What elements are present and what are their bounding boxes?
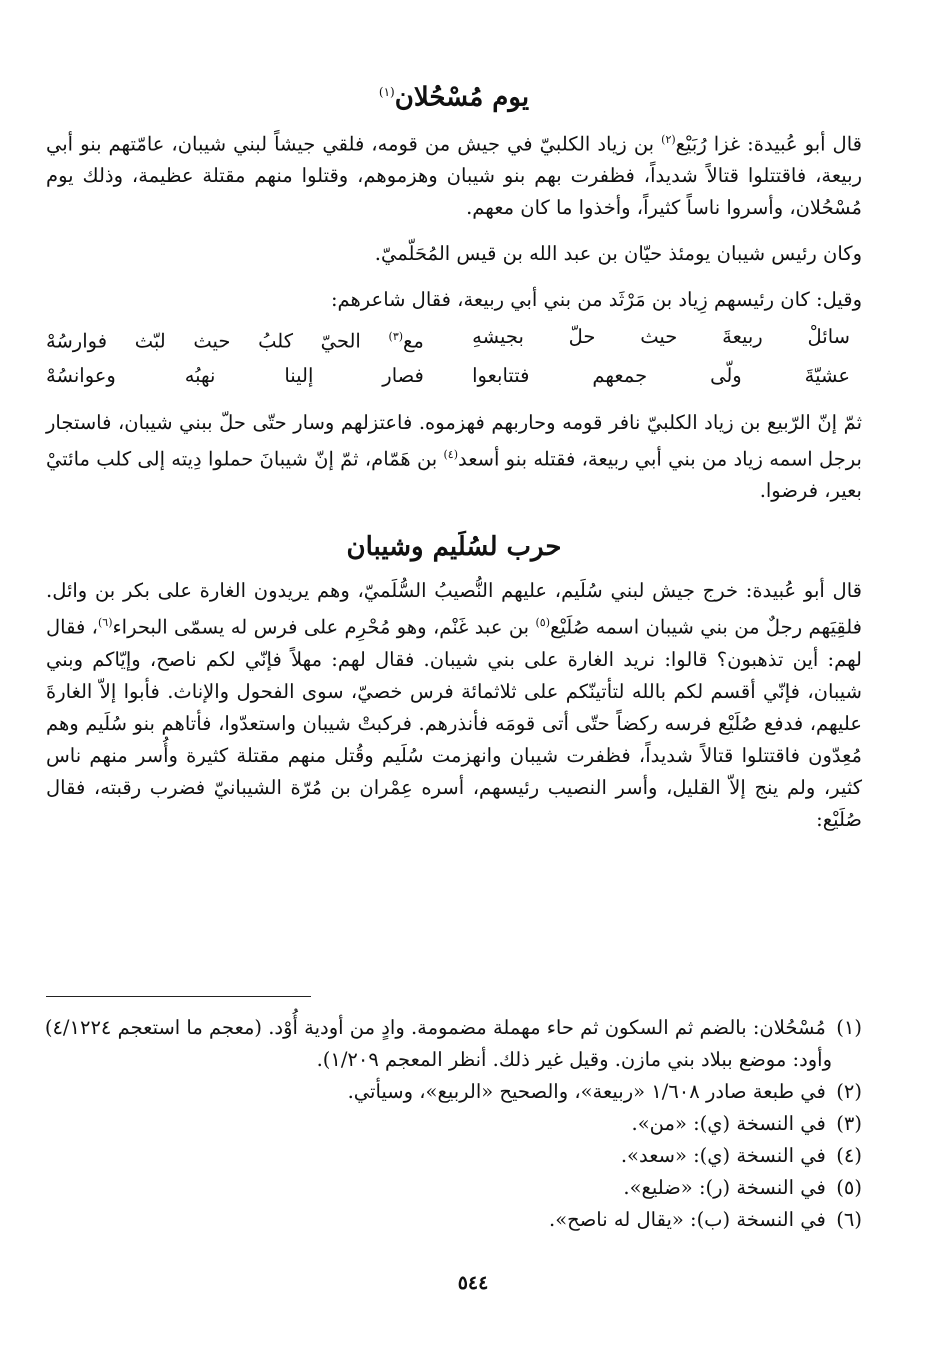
section-heading: يوم مُسْحُلان$^{(١)}$ xyxy=(378,82,530,113)
footnote-ref: (٥) xyxy=(535,616,550,630)
page-number: ٥٤٤ xyxy=(457,1272,489,1294)
page-body xyxy=(46,74,862,850)
hemistich: عشيّةَ ولّى جمعهم فتتابعوا xyxy=(472,363,850,387)
footnote-ref: (١) xyxy=(378,85,395,99)
section-heading: حرب لسُلَيم وشيبان xyxy=(346,532,562,563)
poem-verse xyxy=(46,359,862,393)
poem xyxy=(46,320,862,393)
footnote-ref: (٣) xyxy=(388,330,404,344)
paragraph: وكان رئيس شيبان يومئذ حيّان بن عبد الله بن قيس المُحَلّميّ. xyxy=(374,242,862,266)
footnotes xyxy=(46,1012,862,1236)
hemistich: سائلْ ربيعةَ حيث حلّ بجيشهِ xyxy=(472,325,850,349)
footnote-ref: (٢) xyxy=(661,132,676,146)
footnote-divider xyxy=(46,996,311,997)
footnote-continuation: وأود: موضع ببلاد بني مازن. وقيل غير ذلك. أنظر المعجم ١/٢٠٩). xyxy=(316,1048,832,1071)
footnote: (١) مُسْحُلان: بالضم ثم السكون ثم حاء مهملة مضمومة. وادٍ من أودية أُوْد. (معجم ما استعجم ٤/١٢٢٤) xyxy=(44,1016,862,1039)
poem-verse xyxy=(46,320,862,359)
footnote: (٦) في النسخة (ب): «يقال له ناصح». xyxy=(549,1208,862,1231)
footnote: (٥) في النسخة (ر): «ضليع». xyxy=(623,1176,862,1199)
hemistich: فصار إلينا نهبُه وعوانسُهْ xyxy=(46,363,424,387)
hemistich: مع$^{(٣)}$ الحيّ كلبُ حيث لبّث فوارسُهْ xyxy=(46,329,424,353)
paragraph: وقيل: كان رئيسهم زِياد بن مَرْثَد من بني أبي ربيعة، فقال شاعرهم: xyxy=(330,288,862,312)
footnote: (٢) في طبعة صادر ١/٦٠٨ «ربيعة»، والصحيح «الربيع»، وسيأتي. xyxy=(347,1080,862,1103)
footnote-ref: (٦) xyxy=(97,616,113,630)
paragraph: قال أبو عُبيدة: غزا رُبَيْع$^{(٢)}$ بن زياد الكلبيّ في جيش من قومه، فلقي جيشاً لبني شيبان، عامّتهم بنو أبي ربيعة، فاقتتلوا قتالاً شديداً، فظفرت بهم بنو شيبان وهزموهم، وقتلوا منهم مقتلة عظيمة، وذلك يوم مُسْحُلان، وأسروا ناساً كثيراً، وأخذوا ما كان معهم. xyxy=(46,132,862,220)
paragraph: قال أبو عُبيدة: خرج جيش لبني سُلَيم، عليهم النُّصيبُ السُّلَميّ، وهم يريدون الغارة على بكر بن وائل. فلقِيَهم رجلٌ من بني شيبان اسمه صُلَيْع$^{(٥)}$ بن عبد غَنْم، وهو مُحْرِم على فرس له يسمّى البحراء$^{(٦)}$، فقال لهم: أين تذهبون؟ قالوا: نريد الغارة على بني شيبان. فقال لهم: مهلاً فإنّي لكم ناصح، وإيّاكم وبني شيبان، فإنّي أقسم لكم بالله لتأتينّكم على ثلاثمائة فرس خصيّ، سوى الفحول والإناث. فأبوا إلاّ الغارةَ عليهم، فدفع صُلَيْع فرسه ركضاً حتّى أتى قومَه فأنذرهم. فركبتْ شيبان واستعدّوا، فأتاهم بنو سُلَيم وهم مُعِدّون فاقتتلوا قتالاً شديداً، فظفرت شيبان وانهزمت سُلَيم وقُتل منهم مقتلة كثيرة وأُسر منهم ناس كثير، ولم ينج إلاّ القليل، وأسر النصيب رئيسهم، أسره عِمْران بن مُرّة الشيبانيّ فضرب رقبته، فقال صُلَيْع: xyxy=(46,579,863,831)
footnote-ref: (٤) xyxy=(443,447,459,461)
footnote: (٣) في النسخة (ي): «من». xyxy=(631,1112,862,1135)
paragraph: ثمّ إنّ الرّبيع بن زياد الكلبيّ نافر قومه وحاربهم فهزموه. فاعتزلهم وسار حتّى حلّ ببني شيبان، فاستجار برجل اسمه زياد من بني أبي ربيعة، فقتله بنو أسعد$^{(٤)}$ بن هَمّام، ثمّ إنّ شيبانَ حملوا دِيته إلى كلب مائتيْ بعير، فرضوا. xyxy=(46,410,862,503)
footnote: (٤) في النسخة (ي): «سعد». xyxy=(620,1144,862,1167)
